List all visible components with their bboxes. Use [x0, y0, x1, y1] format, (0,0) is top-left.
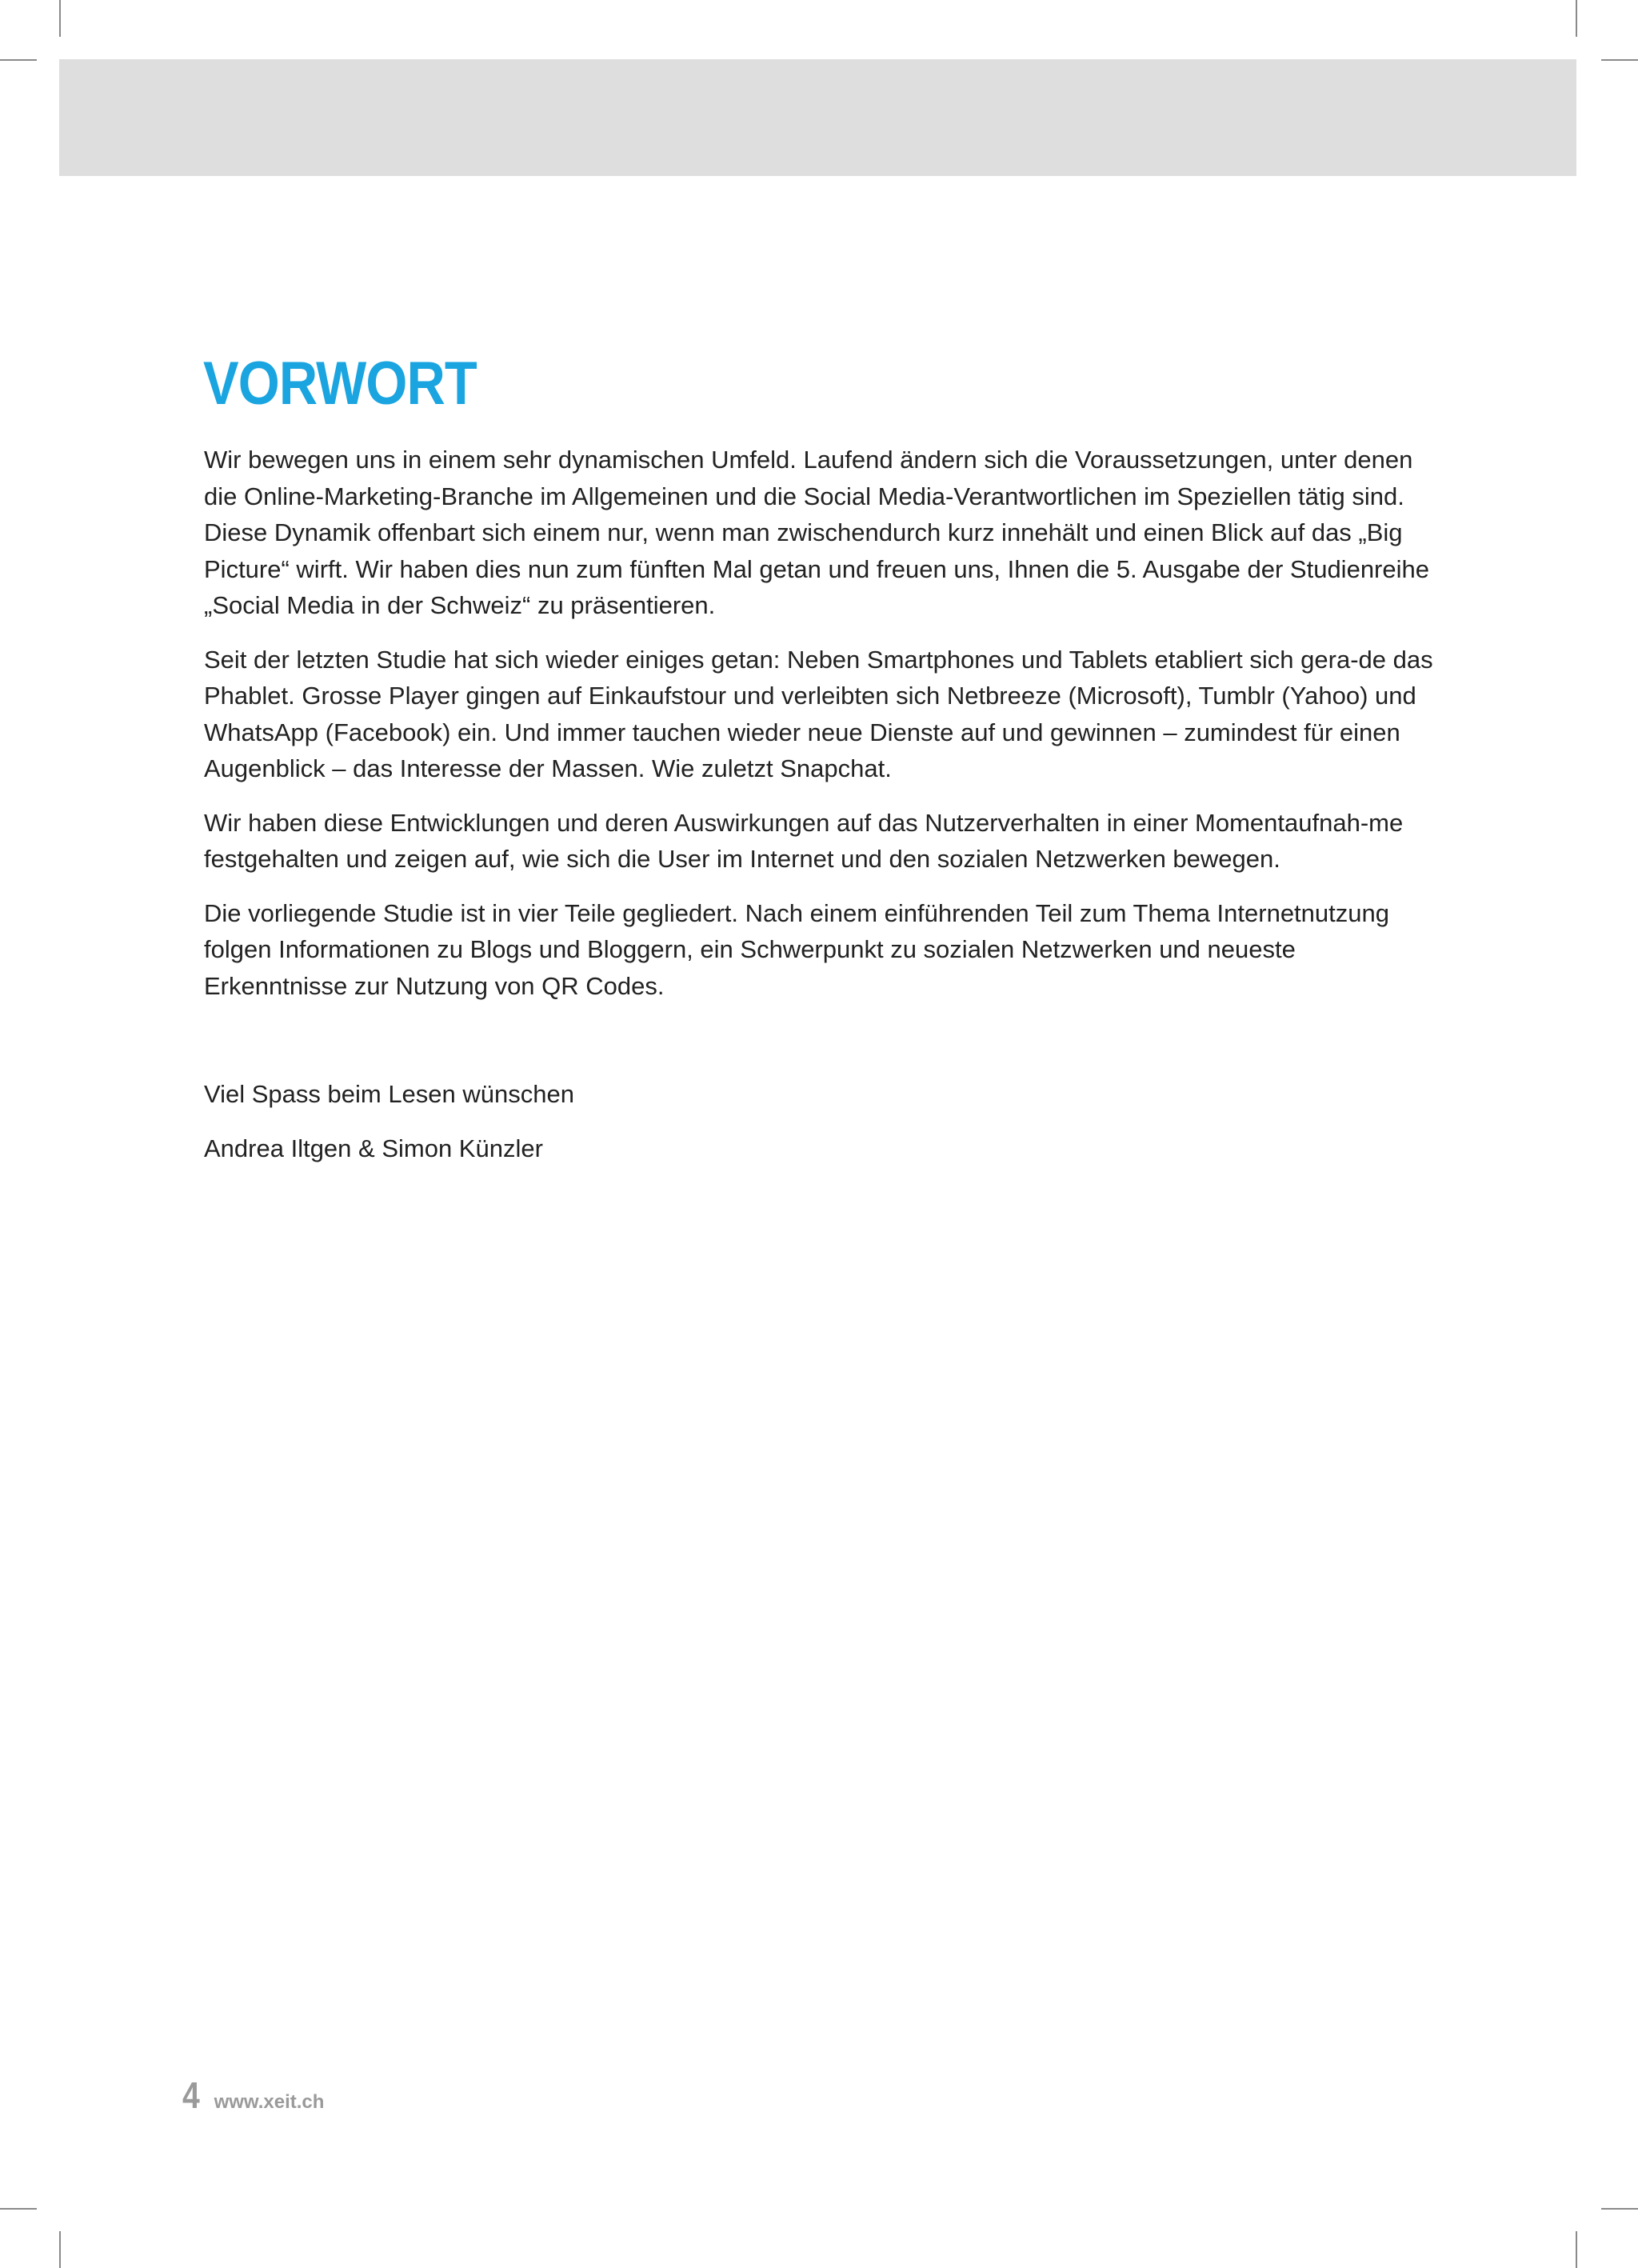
crop-mark-bottom-left-horizontal [0, 2208, 37, 2210]
closing-line: Viel Spass beim Lesen wünschen [204, 1080, 574, 1108]
crop-mark-bottom-right-horizontal [1601, 2208, 1638, 2210]
crop-mark-top-left-horizontal [0, 59, 37, 61]
foreword-body [204, 442, 1436, 1184]
crop-mark-top-right-horizontal [1601, 59, 1638, 61]
paragraph-developments: Seit der letzten Studie hat sich wieder einiges getan: Neben Smartphones und Tablets etabliert sich gera-de das Phablet. Grosse Player gingen auf Einkaufstour und verleibten sich Netbreeze (Microsoft), Tumblr (Yahoo) und WhatsApp (Facebook) ein. Und immer tauchen wieder neue Dienste auf und gewinnen – zumindest für einen Augenblick – das Interesse der Massen. Wie zuletzt Snapchat. [204, 645, 1433, 782]
paragraph-structure: Die vorliegende Studie ist in vier Teile gegliedert. Nach einem einführenden Teil zum Thema Internetnutzung folgen Informationen zu Blogs und Bloggern, ein Schwerpunkt zu sozialen Netzwerken und neueste Erkenntnisse zur Nutzung von QR Codes. [204, 898, 1389, 1000]
signature: Andrea Iltgen & Simon Künzler [204, 1134, 543, 1162]
crop-mark-top-right-vertical [1576, 0, 1577, 37]
crop-mark-bottom-left-vertical [59, 2231, 61, 2268]
header-band [59, 59, 1576, 176]
website-link[interactable]: www.xeit.ch [214, 2091, 325, 2113]
paragraph-user-behavior: Wir haben diese Entwicklungen und deren Auswirkungen auf das Nutzerverhalten in einer Momentaufnah-me festgehalten und zeigen auf, wie sich die User im Internet und den sozialen Netzwerken bewegen. [204, 808, 1404, 873]
page-number: 4 [182, 2074, 200, 2116]
page-title: VORWORT [203, 350, 477, 418]
paragraph-intro: Wir bewegen uns in einem sehr dynamischen Umfeld. Laufend ändern sich die Voraussetzungen, unter denen die Online-Marketing-Branche im Allgemeinen und die Social Media-Verantwortlichen im Speziellen tätig sind. Diese Dynamik offenbart sich einem nur, wenn man zwischendurch kurz innehält und einen Blick auf das „Big Picture“ wirft. Wir haben dies nun zum fünften Mal getan und freuen uns, Ihnen die 5. Ausgabe der Studienreihe „Social Media in der Schweiz“ zu präsentieren. [204, 446, 1429, 619]
crop-mark-top-left-vertical [59, 0, 61, 37]
crop-mark-bottom-right-vertical [1576, 2231, 1577, 2268]
page-footer [182, 2074, 324, 2117]
